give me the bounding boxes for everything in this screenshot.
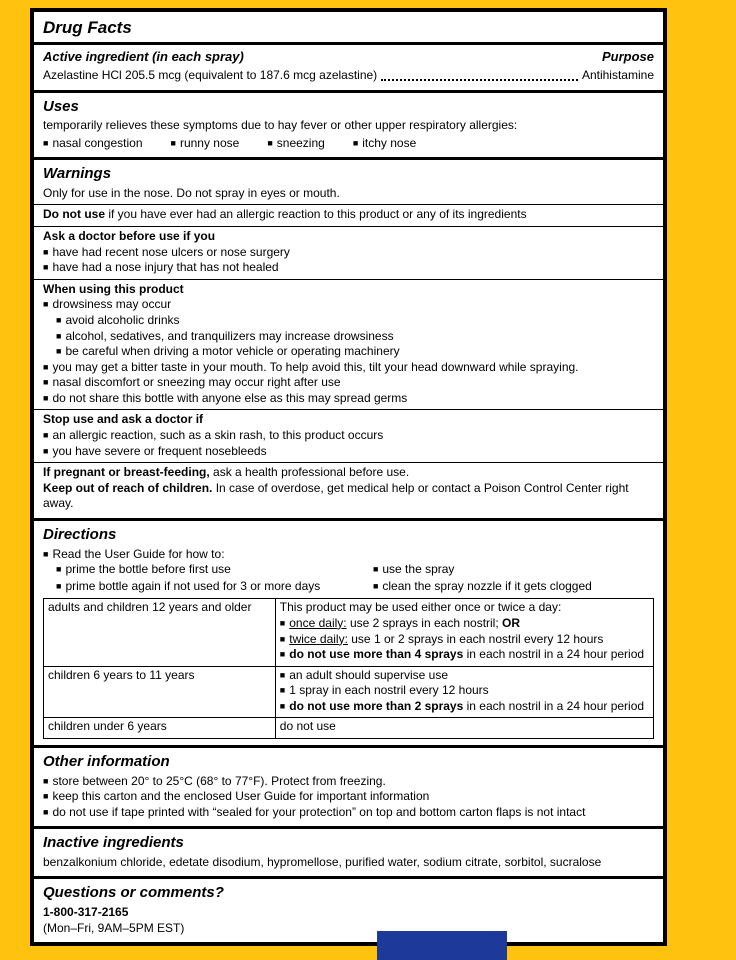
other-information-heading: Other information <box>43 753 170 771</box>
bullet-item: ■ have had recent nose ulcers or nose surgery <box>43 245 654 261</box>
active-ingredient-name: Azelastine HCl 205.5 mcg (equivalent to 187.6 mcg azelastine) <box>43 67 378 82</box>
dosage-intro: This product may be used either once or twice a day: <box>279 600 562 615</box>
uses-symptom-list <box>43 136 654 152</box>
dosage-cell <box>275 599 653 666</box>
bullet-item: ■ avoid alcoholic drinks <box>56 313 654 329</box>
bullet-item: ■ nasal discomfort or sneezing may occur right after use <box>43 375 654 391</box>
active-ingredient-row <box>43 68 654 84</box>
bullet-item: ■ use the spray <box>373 562 654 578</box>
table-row <box>44 666 654 718</box>
do-not-use-statement <box>34 204 663 223</box>
title-section <box>34 12 663 42</box>
bullet-item: ■ store between 20° to 25°C (68° to 77°F). Protect from freezing. <box>43 774 654 790</box>
carton-blue-accent <box>377 931 507 960</box>
keep-out-text: In case of overdose, get medical help or contact a Poison Control Center right away. <box>43 480 629 511</box>
inactive-ingredients-list: benzalkonium chloride, edetate disodium, hypromellose, purified water, sodium citrate, sorbitol, sucralose <box>43 854 602 869</box>
dotted-leader <box>381 79 578 81</box>
directions-heading: Directions <box>43 526 117 544</box>
warnings-section <box>34 157 663 518</box>
when-using-subsection <box>34 279 663 407</box>
bullet-item: ■ prime bottle again if not used for 3 or more days <box>56 579 373 595</box>
phone-hours: (Mon–Fri, 9AM–5PM EST) <box>43 920 185 935</box>
pregnant-statement <box>43 465 654 481</box>
twice-daily-underline: twice daily: <box>289 631 348 646</box>
bullet-item: ■ keep this carton and the enclosed User Guide for important information <box>43 789 654 805</box>
only-for-use-statement <box>34 186 663 202</box>
bullet-item <box>280 647 648 663</box>
bullet-item: ■ be careful when driving a motor vehicle or operating machinery <box>56 344 654 360</box>
table-row <box>44 718 654 739</box>
bullet-item: ■ prime the bottle before first use <box>56 562 373 578</box>
symptom-item: ■ sneezing <box>267 136 324 152</box>
active-ingredient-heading: Active ingredient (in each spray) <box>43 49 244 65</box>
symptom-item: ■ nasal congestion <box>43 136 143 152</box>
bullet-item: ■ drowsiness may occur <box>43 297 654 313</box>
uses-section <box>34 90 663 158</box>
questions-section <box>34 876 663 942</box>
pregnant-bold: If pregnant or breast-feeding, <box>43 465 210 480</box>
symptom-item: ■ runny nose <box>171 136 240 152</box>
max-sprays-bold: do not use more than 2 sprays <box>289 698 464 713</box>
twice-daily-text: use 1 or 2 sprays in each nostril every 12 hours <box>347 631 604 646</box>
warnings-heading: Warnings <box>43 165 112 183</box>
when-using-heading: When using this product <box>43 281 184 296</box>
age-group-cell: children under 6 years <box>44 718 276 739</box>
user-guide-steps <box>56 562 654 594</box>
age-group-cell: children 6 years to 11 years <box>44 666 276 718</box>
uses-intro: temporarily relieves these symptoms due to hay fever or other upper respiratory allergies: <box>43 118 518 133</box>
bullet-item <box>280 632 648 648</box>
once-daily-underline: once daily: <box>289 615 347 630</box>
bullet-item: ■ you may get a bitter taste in your mouth. To help avoid this, tilt your head downward while spraying. <box>43 360 654 376</box>
bullet-item: ■ have had a nose injury that has not healed <box>43 260 654 276</box>
bullet-item: ■ do not share this bottle with anyone else as this may spread germs <box>43 391 654 407</box>
uses-heading: Uses <box>43 97 79 115</box>
bullet-item: ■ an adult should supervise use <box>280 668 648 684</box>
bullet-item: ■ 1 spray in each nostril every 12 hours <box>280 683 648 699</box>
bullet-item <box>280 699 648 715</box>
do-not-use-bold: Do not use <box>43 207 105 222</box>
dosing-table <box>43 598 654 739</box>
only-for-use-text: Only for use in the nose. Do not spray in eyes or mouth. <box>43 185 340 200</box>
read-user-guide-item: ■ Read the User Guide for how to: <box>43 547 654 563</box>
dosage-cell: do not use <box>275 718 653 739</box>
active-ingredient-section <box>34 42 663 89</box>
ask-doctor-heading: Ask a doctor before use if you <box>43 228 216 243</box>
other-information-section <box>34 745 663 826</box>
inactive-ingredients-heading: Inactive ingredients <box>43 834 184 852</box>
drug-facts-title: Drug Facts <box>43 18 132 37</box>
bullet-item: ■ an allergic reaction, such as a skin rash, to this product occurs <box>43 428 654 444</box>
once-daily-text: use 2 sprays in each nostril; <box>346 615 503 630</box>
stop-use-subsection <box>34 409 663 459</box>
keep-out-bold: Keep out of reach of children. <box>43 480 213 495</box>
drug-facts-label <box>30 8 667 946</box>
bullet-item: ■ clean the spray nozzle if it gets clogged <box>373 579 654 595</box>
directions-section <box>34 518 663 745</box>
purpose-heading: Purpose <box>601 49 654 65</box>
max-sprays-text: in each nostril in a 24 hour period <box>463 698 645 713</box>
purpose-value: Antihistamine <box>581 67 654 82</box>
keep-out-statement <box>43 481 654 512</box>
symptom-item: ■ itchy nose <box>353 136 416 152</box>
ask-doctor-subsection <box>34 226 663 276</box>
questions-heading: Questions or comments? <box>43 884 224 902</box>
table-row <box>44 599 654 666</box>
bullet-item: ■ you have severe or frequent nosebleeds <box>43 444 654 460</box>
phone-number: 1-800-317-2165 <box>43 904 129 919</box>
inactive-ingredients-section <box>34 826 663 876</box>
do-not-use-text: if you have ever had an allergic reaction to this product or any of its ingredients <box>105 207 527 222</box>
stop-use-heading: Stop use and ask a doctor if <box>43 412 204 427</box>
pregnancy-keepout-subsection <box>34 462 663 512</box>
max-sprays-text: in each nostril in a 24 hour period <box>463 647 645 662</box>
max-sprays-bold: do not use more than 4 sprays <box>289 647 464 662</box>
bullet-item: ■ do not use if tape printed with “sealed for your protection” on top and bottom carton flaps is not intact <box>43 805 654 821</box>
active-ingredient-heading-row <box>43 49 654 66</box>
or-bold: OR <box>502 615 521 630</box>
pregnant-text: ask a health professional before use. <box>209 465 410 480</box>
age-group-cell: adults and children 12 years and older <box>44 599 276 666</box>
dosage-cell <box>275 666 653 718</box>
bullet-item: ■ alcohol, sedatives, and tranquilizers may increase drowsiness <box>56 329 654 345</box>
bullet-item <box>280 616 648 632</box>
